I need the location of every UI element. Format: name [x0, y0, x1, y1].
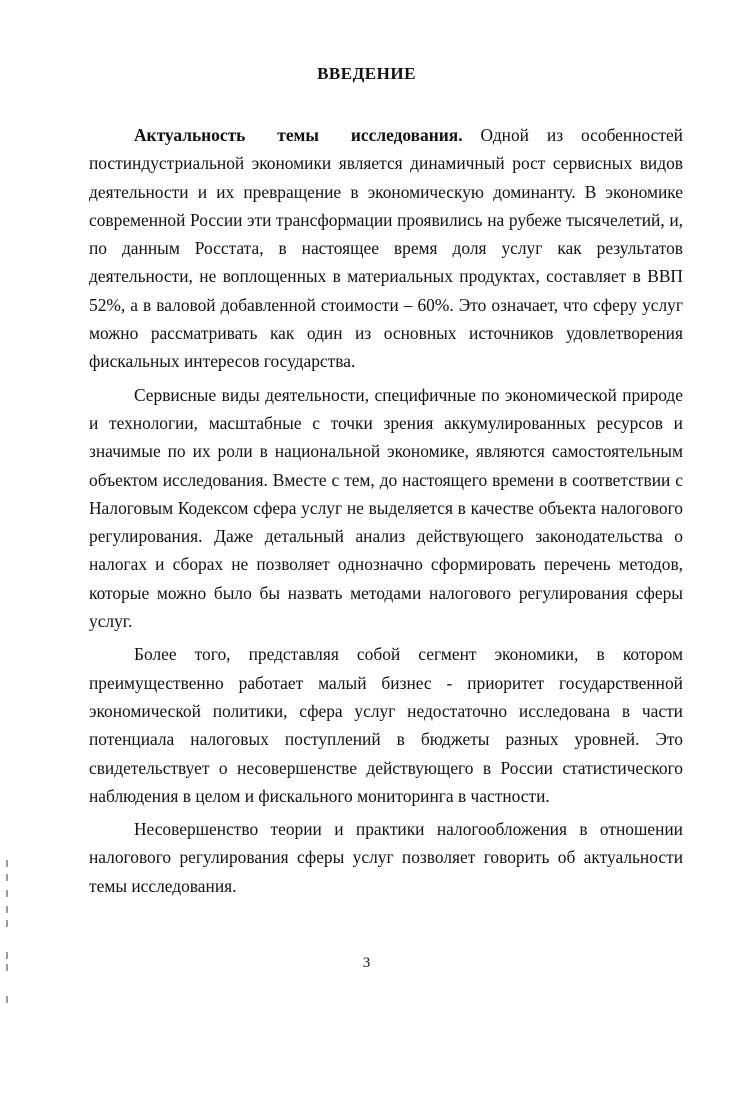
scan-mark [6, 890, 8, 897]
scan-mark [6, 920, 8, 927]
document-body [89, 121, 683, 900]
paragraph-small-business: Более того, представляя собой сегмент экономики, в котором преимущественно работает малый бизнес - приоритет государственной экономической политики, сфера услуг недостаточно исследована в части потенциала налоговых поступлений в бюджеты разных уровней. Это свидетельствует о несовершенстве действующего в России статистического наблюдения в целом и фискального мониторинга в частности. [89, 644, 683, 806]
page-number: 3 [362, 955, 371, 971]
paragraph-relevance [89, 121, 683, 376]
paragraph-lead: Актуальность темы исследования. [134, 125, 463, 145]
scan-margin-marks [6, 860, 12, 1010]
scan-mark [6, 860, 8, 867]
scan-mark [6, 952, 8, 959]
paragraph-text: Одной из особенностей постиндустриальной экономики является динамичный рост сервисных видов деятельности и их превращение в экономическую доминанту. В экономике современной России эти трансформации проявились на рубеже тысячелетий, и, по данным Росстата, в настоящее время доля услуг как результатов деятельности, не воплощенных в материальных продуктах, составляет в ВВП 52%, а в валовой добавленной стоимости – 60%. Это означает, что сферу услуг можно рассматривать как один из основных источников удовлетворения фискальных интересов государства. [89, 125, 683, 372]
scan-mark [6, 874, 8, 881]
scan-mark [6, 964, 8, 971]
section-heading: ВВЕДЕНИЕ [317, 64, 416, 83]
paragraph-conclusion: Несовершенство теории и практики налогообложения в отношении налогового регулирования сферы услуг позволяет говорить об актуальности темы исследования. [89, 819, 683, 896]
paragraph-service-activities: Сервисные виды деятельности, специфичные по экономической природе и технологии, масштабные с точки зрения аккумулированных ресурсов и значимые по их роли в национальной экономике, являются самостоятельным объектом исследования. Вместе с тем, до настоящего времени в соответствии с Налоговым Кодексом сфера услуг не выделяется в качестве объекта налогового регулирования. Даже детальный анализ действующего законодательства о налогах и сборах не позволяет однозначно сформировать перечень методов, которые можно было бы назвать методами налогового регулирования сферы услуг. [89, 384, 683, 632]
scan-mark [6, 996, 8, 1003]
scan-mark [6, 906, 8, 913]
